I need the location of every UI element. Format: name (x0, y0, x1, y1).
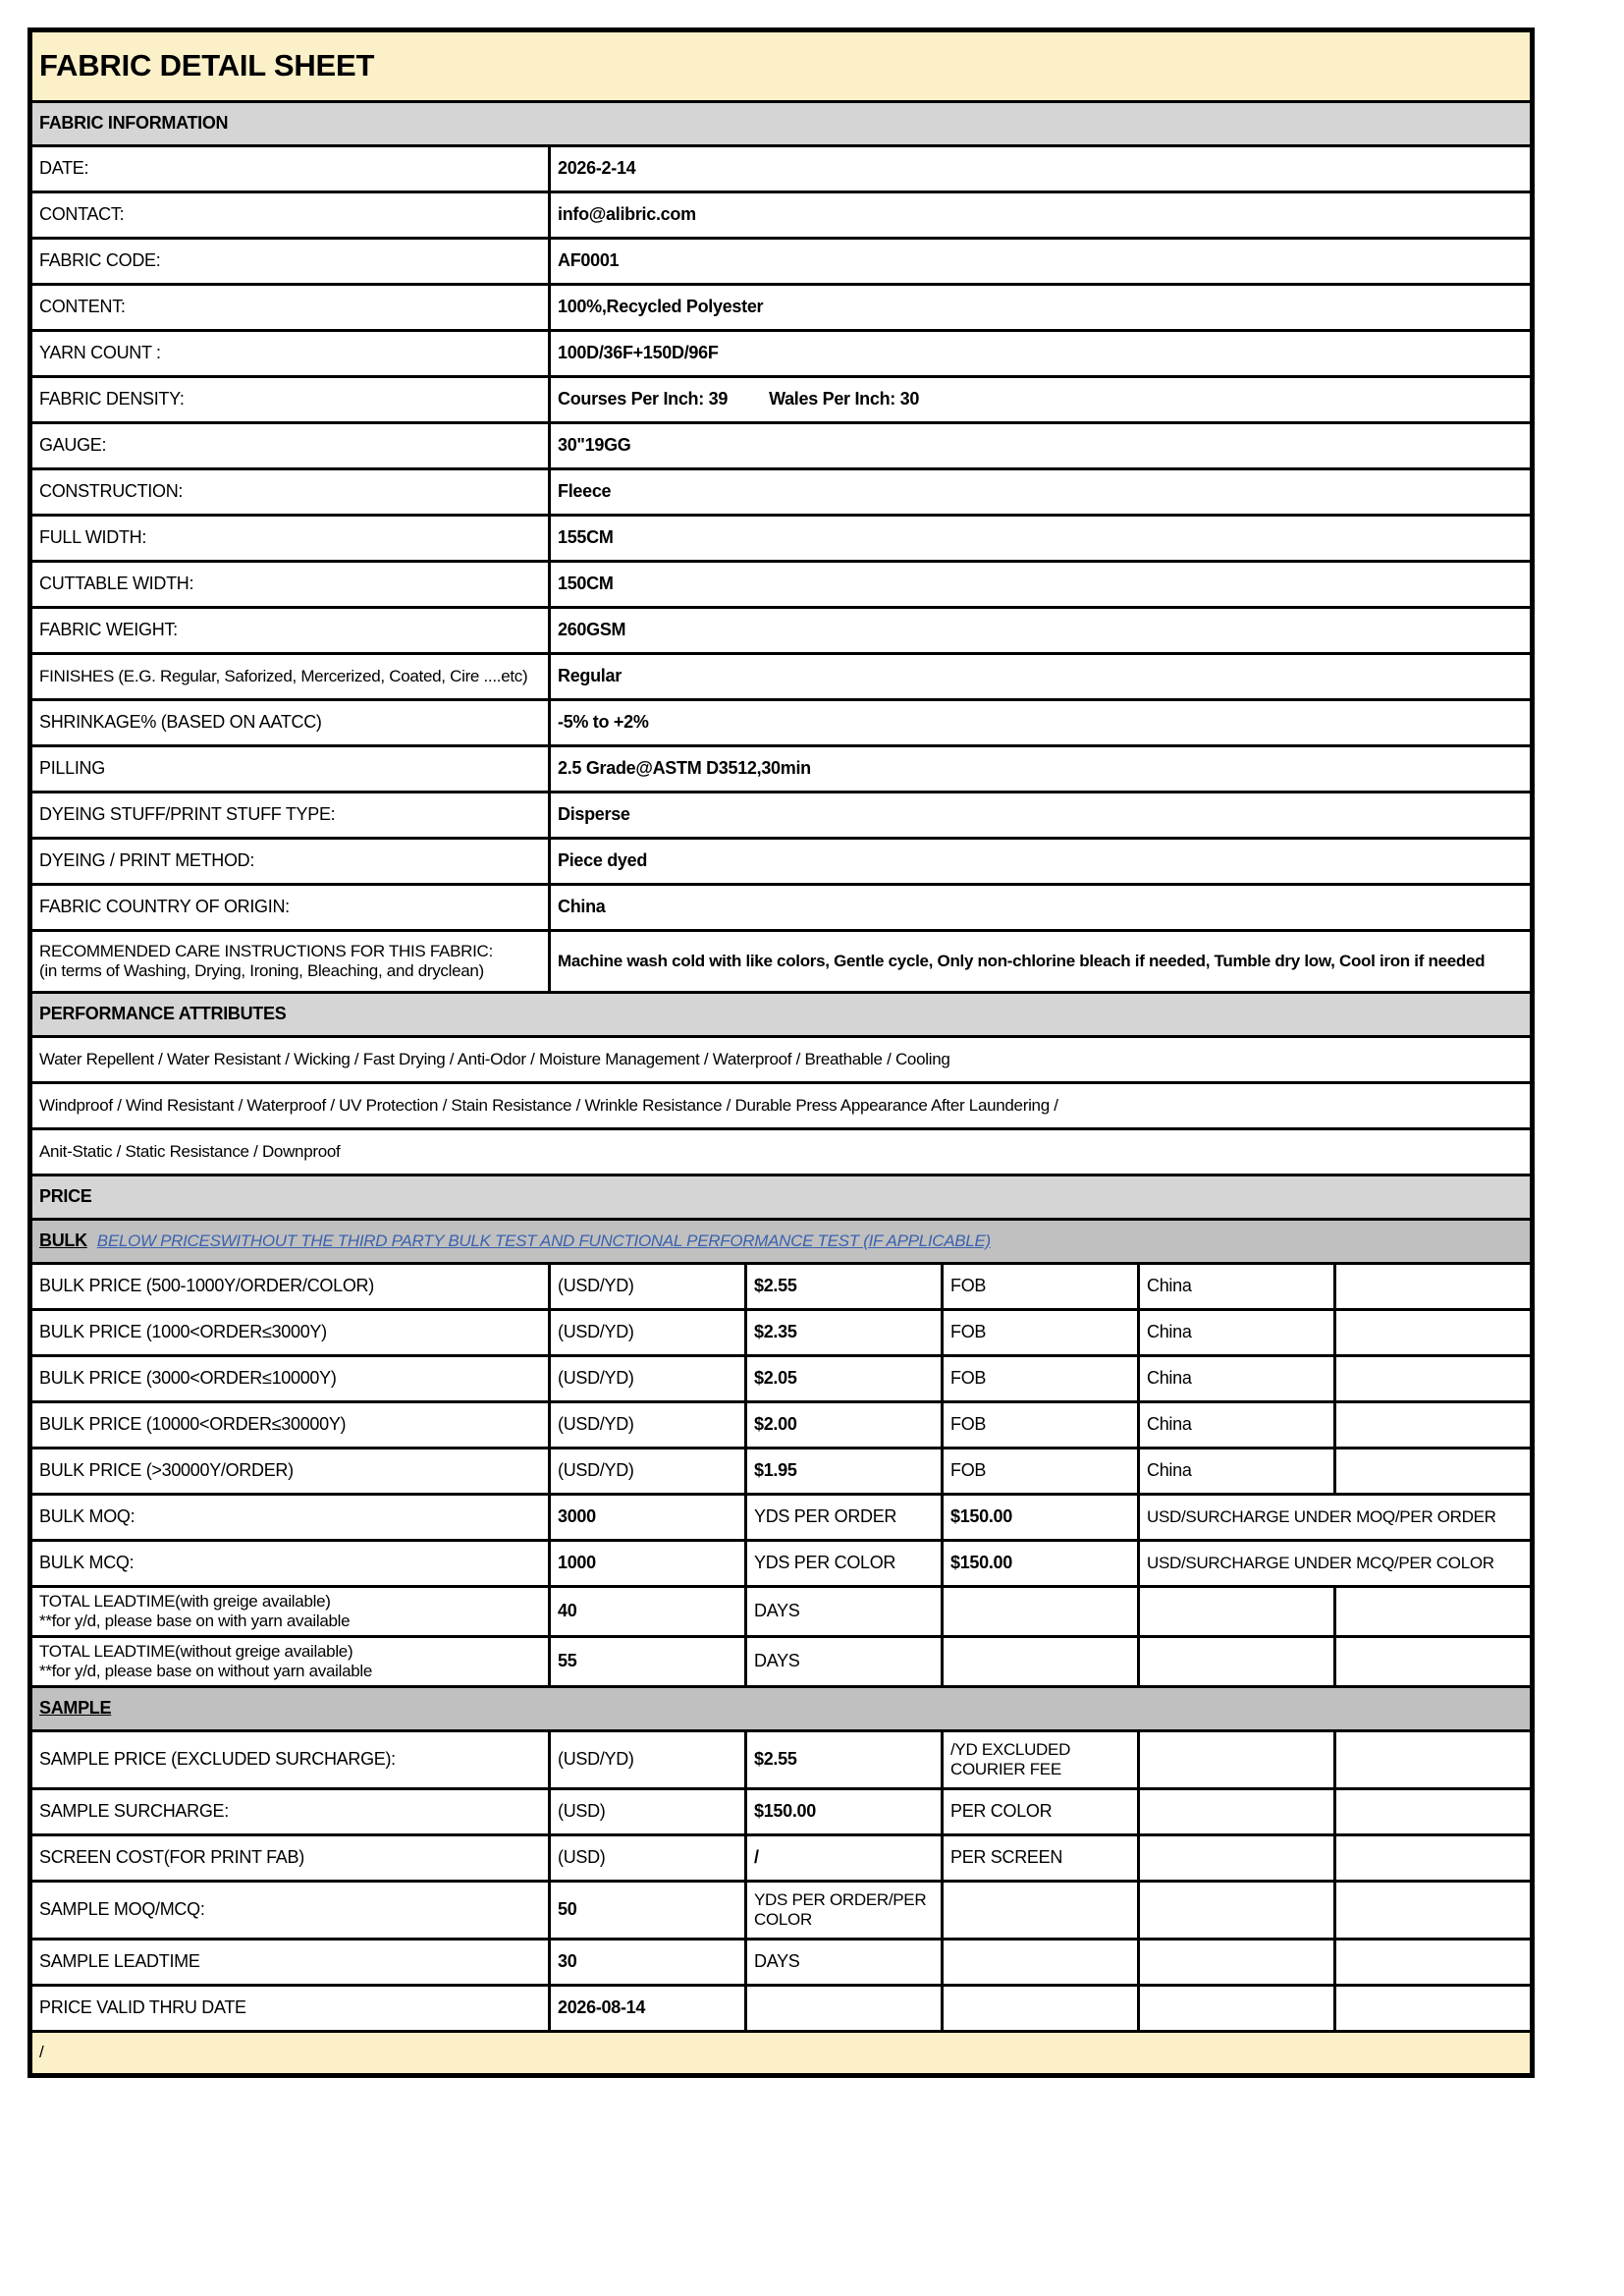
price-cell: / (744, 1836, 941, 1880)
origin-cell: China (1137, 1449, 1333, 1493)
origin-cell: China (1137, 1265, 1333, 1308)
row-pilling (32, 747, 1530, 793)
price-cell: $1.95 (744, 1449, 941, 1493)
density-wales: Wales Per Inch: 30 (769, 389, 920, 410)
row-label: BULK MCQ: (39, 1553, 135, 1573)
row-label: DATE: (39, 158, 89, 179)
note-cell: PER SCREEN (941, 1836, 1137, 1880)
sample-price-row (32, 1732, 1530, 1790)
row-label: BULK PRICE (3000<ORDER≤10000Y) (39, 1368, 337, 1389)
leadtime-label-line1: TOTAL LEADTIME(with greige available) (39, 1591, 331, 1611)
bulk-label: BULK (39, 1230, 87, 1251)
row-label: SHRINKAGE% (BASED ON AATCC) (39, 712, 322, 733)
row-label: PILLING (39, 758, 105, 779)
row-label: PRICE VALID THRU DATE (39, 1997, 246, 2018)
row-shrinkage (32, 701, 1530, 747)
row-value: Fleece (548, 470, 1530, 514)
row-value: 30"19GG (548, 424, 1530, 467)
row-value: 100%,Recycled Polyester (548, 286, 1530, 329)
row-label: SAMPLE SURCHARGE: (39, 1801, 229, 1822)
performance-row-1 (32, 1038, 1530, 1084)
row-contact (32, 193, 1530, 240)
surcharge-cell: $150.00 (941, 1496, 1137, 1539)
row-fabric-weight (32, 609, 1530, 655)
days-cell: 40 (548, 1588, 744, 1635)
bulk-price-row-5 (32, 1449, 1530, 1496)
price-cell: $150.00 (744, 1790, 941, 1833)
qty-cell: 1000 (548, 1542, 744, 1585)
row-label: DYEING STUFF/PRINT STUFF TYPE: (39, 804, 336, 825)
row-label: FINISHES (E.G. Regular, Saforized, Mercerized, Coated, Cire ....etc) (39, 666, 528, 685)
performance-text: Water Repellent / Water Resistant / Wicking / Fast Drying / Anti-Odor / Moisture Management / Waterproof / Breathable / Cooling (39, 1049, 950, 1068)
leadtime-label-line1: TOTAL LEADTIME(without greige available) (39, 1641, 353, 1661)
empty-cell (1333, 1732, 1530, 1787)
row-finishes (32, 655, 1530, 701)
row-value: 100D/36F+150D/96F (548, 332, 1530, 375)
leadtime-with-greige-row (32, 1588, 1530, 1638)
row-cuttable-width (32, 563, 1530, 609)
row-construction (32, 470, 1530, 517)
qty-cell: 3000 (548, 1496, 744, 1539)
row-value: 2026-2-14 (548, 147, 1530, 191)
term-cell: FOB (941, 1449, 1137, 1493)
days-unit-cell: DAYS (744, 1588, 941, 1635)
performance-text: Anit-Static / Static Resistance / Downproof (39, 1141, 341, 1161)
screen-cost-row (32, 1836, 1530, 1883)
row-label: CUTTABLE WIDTH: (39, 574, 194, 594)
bulk-note-bar (32, 1221, 1530, 1265)
empty-cell (941, 1588, 1137, 1635)
unit-cell: (USD/YD) (548, 1403, 744, 1447)
row-label: GAUGE: (39, 435, 107, 456)
extra-cell (1333, 1311, 1530, 1354)
term-cell: FOB (941, 1265, 1137, 1308)
empty-cell (1333, 1883, 1530, 1938)
section-header-performance-attributes (32, 994, 1530, 1038)
empty-cell (941, 1638, 1137, 1685)
row-content (32, 286, 1530, 332)
performance-header-label: PERFORMANCE ATTRIBUTES (39, 1004, 287, 1024)
row-dyeing-stuff (32, 793, 1530, 840)
empty-cell (941, 1941, 1137, 1984)
row-label: DYEING / PRINT METHOD: (39, 850, 255, 871)
care-label-line2: (in terms of Washing, Drying, Ironing, Bleaching, and dryclean) (39, 961, 484, 980)
bulk-price-row-3 (32, 1357, 1530, 1403)
price-valid-thru-row (32, 1987, 1530, 2033)
section-header-price (32, 1176, 1530, 1221)
qty-unit-cell: YDS PER ORDER (744, 1496, 941, 1539)
price-cell: $2.00 (744, 1403, 941, 1447)
row-label: SAMPLE MOQ/MCQ: (39, 1899, 205, 1920)
qty-unit-cell: YDS PER COLOR (744, 1542, 941, 1585)
sample-header-label: SAMPLE (39, 1698, 112, 1719)
empty-cell (1137, 1987, 1333, 2030)
empty-cell (941, 1987, 1137, 2030)
row-label: BULK PRICE (10000<ORDER≤30000Y) (39, 1414, 347, 1435)
empty-cell (1333, 1638, 1530, 1685)
days-cell: 55 (548, 1638, 744, 1685)
unit-cell: (USD/YD) (548, 1732, 744, 1787)
origin-cell: China (1137, 1403, 1333, 1447)
row-label: SAMPLE LEADTIME (39, 1951, 200, 1972)
row-date (32, 147, 1530, 193)
row-label: CONTACT: (39, 204, 125, 225)
section-header-fabric-information (32, 103, 1530, 147)
row-country-of-origin (32, 886, 1530, 932)
empty-cell (1333, 1941, 1530, 1984)
care-label-line1: RECOMMENDED CARE INSTRUCTIONS FOR THIS FABRIC: (39, 941, 493, 960)
sample-surcharge-row (32, 1790, 1530, 1836)
row-dyeing-method (32, 840, 1530, 886)
note-cell: PER COLOR (941, 1790, 1137, 1833)
page-title: FABRIC DETAIL SHEET (39, 48, 375, 83)
row-value: Disperse (548, 793, 1530, 837)
row-value: AF0001 (548, 240, 1530, 283)
row-value: Piece dyed (548, 840, 1530, 883)
empty-cell (1137, 1638, 1333, 1685)
empty-cell (1137, 1941, 1333, 1984)
extra-cell (1333, 1265, 1530, 1308)
row-full-width (32, 517, 1530, 563)
row-label: BULK PRICE (1000<ORDER≤3000Y) (39, 1322, 327, 1342)
leadtime-label-line2: **for y/d, please base on without yarn available (39, 1662, 373, 1680)
sheet-title-bar (32, 32, 1530, 103)
row-value: Machine wash cold with like colors, Gentle cycle, Only non-chlorine bleach if needed, Tumble dry low, Cool iron if needed (548, 932, 1530, 991)
empty-cell (1137, 1732, 1333, 1787)
row-value: 2.5 Grade@ASTM D3512,30min (548, 747, 1530, 791)
unit-cell: (USD/YD) (548, 1311, 744, 1354)
unit-cell: (USD/YD) (548, 1265, 744, 1308)
date-cell: 2026-08-14 (548, 1987, 744, 2030)
bulk-price-row-2 (32, 1311, 1530, 1357)
term-cell: FOB (941, 1357, 1137, 1400)
fabric-detail-sheet (27, 27, 1535, 2078)
days-unit-cell: DAYS (744, 1638, 941, 1685)
row-label: FABRIC CODE: (39, 250, 161, 271)
row-label (32, 932, 548, 991)
price-cell: $2.35 (744, 1311, 941, 1354)
row-label: FULL WIDTH: (39, 527, 147, 548)
term-cell: FOB (941, 1311, 1137, 1354)
row-label: SCREEN COST(FOR PRINT FAB) (39, 1847, 304, 1868)
bulk-disclaimer-note: BELOW PRICESWITHOUT THE THIRD PARTY BULK TEST AND FUNCTIONAL PERFORMANCE TEST (IF APPLICABLE) (96, 1230, 991, 1250)
leadtime-label-line2: **for y/d, please base on with yarn available (39, 1612, 351, 1630)
unit-cell: (USD/YD) (548, 1449, 744, 1493)
empty-cell (744, 1987, 941, 2030)
row-label: BULK MOQ: (39, 1506, 135, 1527)
row-label: FABRIC WEIGHT: (39, 620, 178, 640)
empty-cell (1333, 1790, 1530, 1833)
term-cell: FOB (941, 1403, 1137, 1447)
empty-cell (1137, 1883, 1333, 1938)
sample-moq-row (32, 1883, 1530, 1941)
surcharge-note-cell: USD/SURCHARGE UNDER MCQ/PER COLOR (1137, 1542, 1530, 1585)
performance-row-3 (32, 1130, 1530, 1176)
row-value: Regular (548, 655, 1530, 698)
extra-cell (1333, 1357, 1530, 1400)
bulk-price-row-1 (32, 1265, 1530, 1311)
performance-row-2 (32, 1084, 1530, 1130)
section-header-sample (32, 1688, 1530, 1732)
note-cell: /YD EXCLUDED COURIER FEE (941, 1732, 1137, 1787)
empty-cell (1137, 1790, 1333, 1833)
row-label: SAMPLE PRICE (EXCLUDED SURCHARGE): (39, 1749, 396, 1770)
row-label: CONSTRUCTION: (39, 481, 184, 502)
row-label: BULK PRICE (500-1000Y/ORDER/COLOR) (39, 1276, 374, 1296)
days-unit-cell: DAYS (744, 1941, 941, 1984)
unit-cell: (USD) (548, 1790, 744, 1833)
row-care-instructions (32, 932, 1530, 994)
price-header-label: PRICE (39, 1186, 92, 1207)
row-label: BULK PRICE (>30000Y/ORDER) (39, 1460, 294, 1481)
unit-cell: (USD) (548, 1836, 744, 1880)
surcharge-cell: $150.00 (941, 1542, 1137, 1585)
sample-leadtime-row (32, 1941, 1530, 1987)
qty-cell: 30 (548, 1941, 744, 1984)
price-cell: $2.55 (744, 1265, 941, 1308)
row-fabric-density (32, 378, 1530, 424)
surcharge-note-cell: USD/SURCHARGE UNDER MOQ/PER ORDER (1137, 1496, 1530, 1539)
footer-note: / (39, 2043, 44, 2062)
qty-cell: 50 (548, 1883, 744, 1938)
row-label: YARN COUNT : (39, 343, 161, 363)
empty-cell (1333, 1588, 1530, 1635)
extra-cell (1333, 1403, 1530, 1447)
footer-note-bar (32, 2033, 1530, 2073)
price-cell: $2.55 (744, 1732, 941, 1787)
row-value: 150CM (548, 563, 1530, 606)
fabric-information-header-label: FABRIC INFORMATION (39, 113, 229, 134)
empty-cell (1137, 1836, 1333, 1880)
qty-unit-cell: YDS PER ORDER/PER COLOR (744, 1883, 941, 1938)
row-value: 260GSM (548, 609, 1530, 652)
density-courses: Courses Per Inch: 39 (558, 389, 729, 410)
row-yarn-count (32, 332, 1530, 378)
row-label: CONTENT: (39, 297, 126, 317)
row-value (548, 378, 1530, 421)
unit-cell: (USD/YD) (548, 1357, 744, 1400)
empty-cell (1333, 1987, 1530, 2030)
empty-cell (1137, 1588, 1333, 1635)
row-value: China (548, 886, 1530, 929)
bulk-note-cell (32, 1221, 1530, 1262)
bulk-mcq-row (32, 1542, 1530, 1588)
origin-cell: China (1137, 1357, 1333, 1400)
row-value: -5% to +2% (548, 701, 1530, 744)
row-value: 155CM (548, 517, 1530, 560)
origin-cell: China (1137, 1311, 1333, 1354)
price-cell: $2.05 (744, 1357, 941, 1400)
bulk-price-row-4 (32, 1403, 1530, 1449)
row-label (32, 1638, 548, 1685)
extra-cell (1333, 1449, 1530, 1493)
row-label (32, 1588, 548, 1635)
leadtime-without-greige-row (32, 1638, 1530, 1688)
row-fabric-code (32, 240, 1530, 286)
row-value: info@alibric.com (548, 193, 1530, 237)
empty-cell (1333, 1836, 1530, 1880)
row-label: FABRIC COUNTRY OF ORIGIN: (39, 897, 290, 917)
row-label: FABRIC DENSITY: (39, 389, 185, 410)
empty-cell (941, 1883, 1137, 1938)
bulk-moq-row (32, 1496, 1530, 1542)
performance-text: Windproof / Wind Resistant / Waterproof / UV Protection / Stain Resistance / Wrinkle Resistance / Durable Press Appearance After Laundering / (39, 1095, 1058, 1115)
row-gauge (32, 424, 1530, 470)
